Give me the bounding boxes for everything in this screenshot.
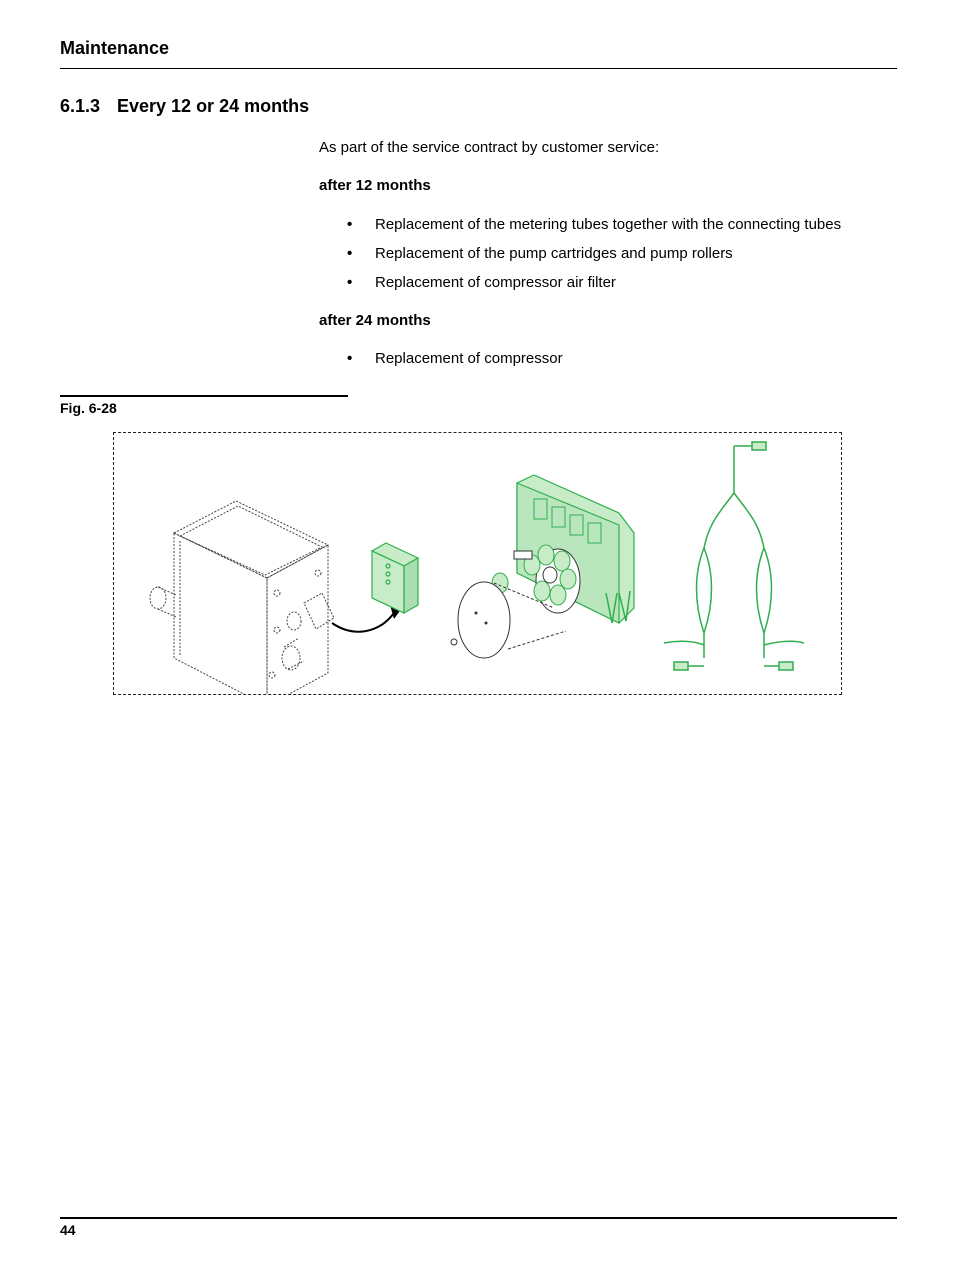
section-number: 6.1.3: [60, 96, 101, 116]
figure-frame: [113, 432, 842, 695]
figure-illustration: [114, 433, 841, 694]
subheading-24-months: after 24 months: [319, 312, 431, 329]
page-number: 44: [60, 1222, 76, 1238]
section-title: Every 12 or 24 months: [117, 96, 310, 116]
subheading-12-months: after 12 months: [319, 177, 431, 194]
list-item-text: Replacement of the metering tubes together with the connecting tubes: [375, 216, 842, 233]
bullet-marker: •: [347, 350, 353, 367]
metering-tubes-illustration: [664, 442, 804, 670]
header-rule: [60, 68, 897, 69]
intro-paragraph: As part of the service contract by customer service:: [319, 139, 660, 156]
arrow-icon: [332, 605, 402, 632]
bullet-marker: •: [347, 245, 353, 262]
air-filter-illustration: [372, 543, 418, 613]
running-header-title: Maintenance: [60, 38, 170, 58]
bullet-marker: •: [347, 274, 353, 291]
compressor-illustration: [150, 501, 334, 694]
bullet-marker: •: [347, 216, 353, 233]
list-item-text: Replacement of compressor air filter: [375, 274, 616, 291]
list-item-text: Replacement of compressor: [375, 350, 563, 367]
footer-rule: [60, 1217, 897, 1219]
list-item-text: Replacement of the pump cartridges and pump rollers: [375, 245, 733, 262]
figure-label: Fig. 6-28: [60, 400, 117, 416]
pump-illustration: [451, 475, 634, 658]
section-heading: [60, 96, 309, 117]
figure-rule: [60, 395, 348, 397]
